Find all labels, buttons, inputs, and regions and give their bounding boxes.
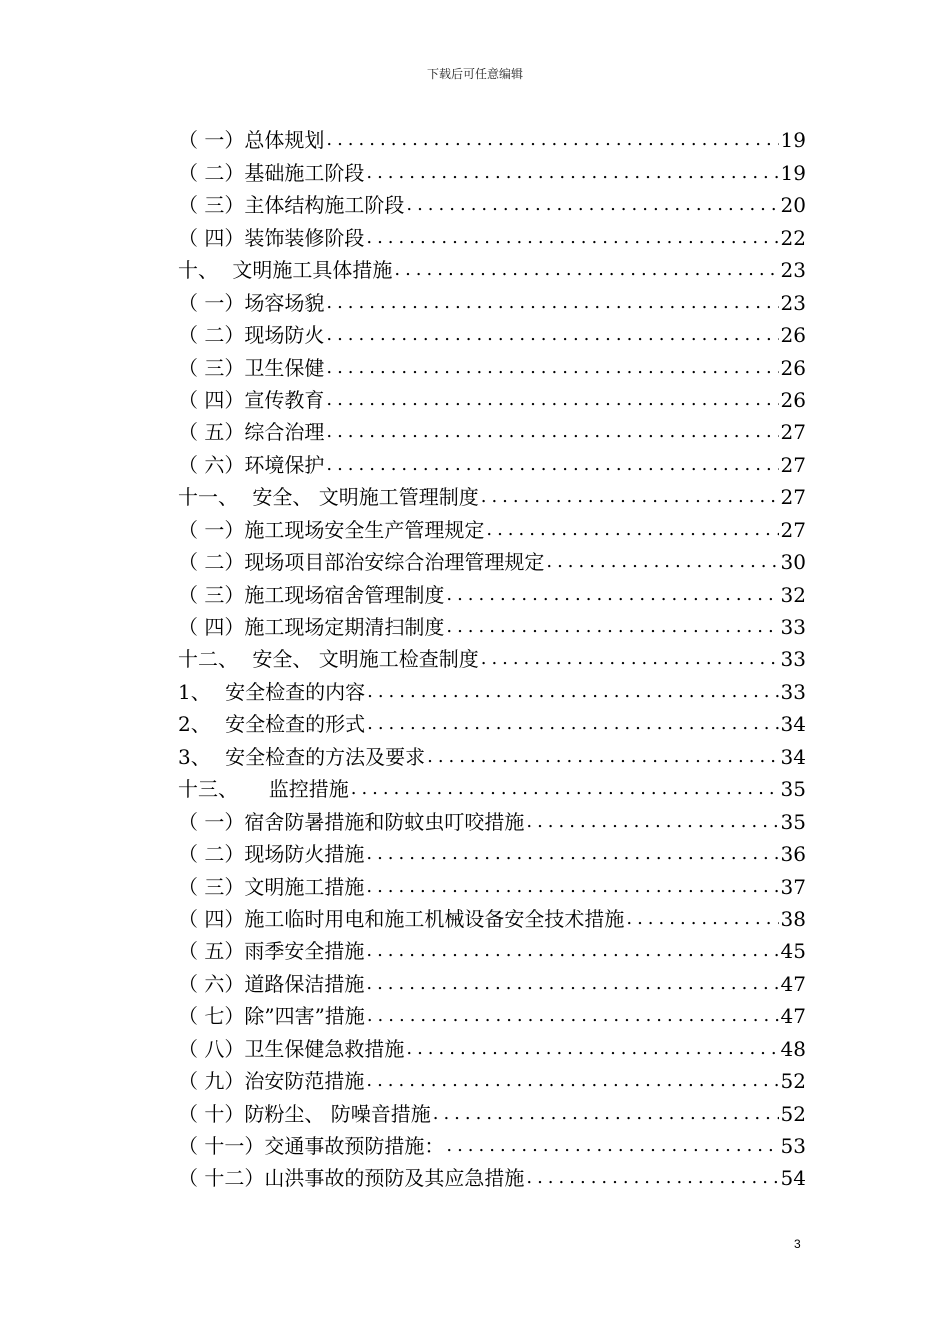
toc-entry-number: （ 一） [178,128,245,153]
toc-entry-title: 除”四害”措施 [244,1004,365,1029]
toc-entry-title: 文明施工措施 [244,874,365,899]
toc-entry-page: 47 [780,1004,806,1029]
toc-entry[interactable] [178,963,806,995]
toc-entry-title: 卫生保健急救措施 [244,1036,405,1061]
toc-entry-title: 安全检查的形式 [225,712,366,737]
toc-entry-page: 45 [780,939,806,964]
toc-entry-page: 47 [780,971,806,996]
toc-dot-leader [626,907,778,931]
toc-entry-page: 19 [780,160,806,185]
toc-entry-page: 19 [780,128,806,153]
toc-entry[interactable] [178,509,806,541]
toc-dot-leader [326,128,778,152]
toc-dot-leader [326,291,778,315]
toc-entry-page: 27 [780,420,806,445]
toc-entry-number: （ 八） [178,1036,245,1061]
toc-entry-page: 36 [780,842,806,867]
table-of-contents [178,120,806,1190]
toc-entry[interactable] [178,671,806,703]
toc-entry-title: 交通事故预防措施： [264,1134,445,1158]
toc-entry[interactable] [178,1028,806,1060]
toc-dot-leader [366,972,778,996]
toc-entry-title: 安全、 文明施工检查制度 [252,647,479,672]
toc-entry-title: 施工现场宿舍管理制度 [244,582,445,607]
toc-entry-page: 34 [780,712,806,737]
toc-entry-page: 33 [780,615,806,639]
toc-entry-page: 32 [780,582,806,607]
toc-entry-number: （ 四） [178,225,245,250]
toc-dot-leader [326,323,778,347]
toc-entry-title: 综合治理 [244,420,325,445]
toc-dot-leader [433,1102,779,1126]
toc-entry-page: 53 [780,1134,806,1158]
toc-entry-number: （ 六） [178,971,245,996]
toc-entry-number: （ 一） [178,809,245,834]
toc-entry[interactable] [178,1126,806,1158]
toc-entry-page: 23 [780,290,806,315]
toc-entry-page: 33 [780,679,806,704]
toc-entry[interactable] [178,931,806,963]
toc-dot-leader [446,1134,778,1158]
toc-entry-number: （ 一） [178,290,245,315]
toc-entry-number: 2、 [178,712,218,737]
toc-dot-leader [546,550,778,574]
toc-entry-page: 26 [780,387,806,412]
toc-dot-leader [366,875,778,899]
toc-entry-number: （ 二） [178,323,245,348]
toc-entry-number: （ 四） [178,615,245,639]
toc-entry-title: 雨季安全措施 [244,939,365,964]
toc-dot-leader [366,1069,778,1093]
toc-entry-title: 文明施工具体措施 [232,258,393,283]
toc-entry-title: 主体结构施工阶段 [244,193,405,218]
toc-entry-title: 施工现场安全生产管理规定 [244,517,485,542]
toc-entry[interactable] [178,866,806,898]
toc-entry-page: 33 [780,647,806,672]
toc-entry-number: （ 一） [178,517,245,542]
toc-entry[interactable] [178,347,806,379]
toc-dot-leader [351,777,779,801]
toc-dot-leader [326,356,778,380]
toc-entry-number: （ 十） [178,1101,245,1126]
toc-entry-page: 52 [780,1069,806,1094]
toc-entry-number: （ 六） [178,452,245,477]
page-number: 3 [794,1237,801,1251]
toc-entry-title: 安全检查的内容 [225,679,366,704]
toc-entry-title: 现场项目部治安综合治理管理规定 [244,550,545,575]
toc-dot-leader [326,388,778,412]
page-header: 下载后可任意编辑 [426,67,523,81]
toc-dot-leader [366,939,778,963]
toc-entry-title: 现场防火 [244,323,325,348]
toc-entry[interactable] [178,444,806,476]
toc-entry-number: （ 二） [178,550,245,575]
toc-entry-page: 27 [780,517,806,542]
toc-entry[interactable] [178,639,806,671]
toc-entry-page: 35 [780,777,806,802]
toc-entry-title: 现场防火措施 [244,842,365,867]
toc-entry-page: 37 [780,874,806,899]
toc-entry[interactable] [178,801,806,833]
toc-entry-title: 施工临时用电和施工机械设备安全技术措施 [244,906,625,931]
toc-dot-leader [406,193,778,217]
toc-entry-number: （ 三） [178,582,245,607]
toc-dot-leader [446,615,778,639]
toc-entry-page: 20 [780,193,806,218]
toc-entry-number: 十三、 [178,777,251,802]
toc-entry-title: 场容场貌 [244,290,325,315]
toc-entry-title: 宣传教育 [244,387,325,412]
toc-entry-number: （ 三） [178,193,245,218]
toc-entry-title: 宿舍防暑措施和防蚊虫叮咬措施 [244,809,525,834]
toc-entry[interactable] [178,185,806,217]
toc-entry-number: （ 二） [178,842,245,867]
toc-entry-number: （ 四） [178,906,245,931]
toc-entry-number: （ 三） [178,355,245,380]
toc-entry[interactable] [178,315,806,347]
toc-dot-leader [526,810,778,834]
toc-entry[interactable] [178,412,806,444]
toc-entry[interactable] [178,380,806,412]
toc-entry-page: 38 [780,906,806,931]
toc-entry-number: 十二、 [178,647,245,672]
toc-dot-leader [366,161,778,185]
toc-dot-leader [526,1166,778,1190]
toc-entry[interactable] [178,736,806,768]
toc-dot-leader [406,1037,778,1061]
toc-entry-number: 十、 [178,258,225,283]
toc-entry-title: 基础施工阶段 [244,160,365,185]
toc-entry-page: 26 [780,355,806,380]
toc-entry-number: （ 七） [178,1004,245,1029]
toc-entry[interactable] [178,704,806,736]
toc-entry-title: 总体规划 [244,128,325,153]
toc-entry-title: 卫生保健 [244,355,325,380]
toc-entry-number: 3、 [178,744,218,769]
toc-entry-page: 48 [780,1036,806,1061]
toc-entry-number: （ 二） [178,160,245,185]
toc-entry-title: 施工现场定期清扫制度 [244,615,445,639]
toc-entry-page: 22 [780,225,806,250]
toc-entry[interactable] [178,282,806,314]
toc-entry-number: （ 三） [178,874,245,899]
toc-entry-title: 道路保洁措施 [244,971,365,996]
toc-dot-leader [481,485,779,509]
toc-entry-page: 27 [780,485,806,510]
toc-entry-page: 27 [780,452,806,477]
toc-entry[interactable] [178,120,806,152]
toc-dot-leader [366,226,778,250]
toc-entry[interactable] [178,152,806,184]
toc-entry-title: 安全、 文明施工管理制度 [252,485,479,510]
toc-entry-title: 环境保护 [244,452,325,477]
toc-dot-leader [326,420,778,444]
toc-entry[interactable] [178,1093,806,1125]
toc-entry-page: 35 [780,809,806,834]
toc-entry-page: 23 [780,258,806,283]
toc-dot-leader [326,453,778,477]
toc-dot-leader [367,680,778,704]
toc-dot-leader [481,647,779,671]
toc-entry-page: 54 [780,1166,806,1191]
toc-entry[interactable] [178,1061,806,1093]
toc-entry-number: （ 十二） [178,1166,265,1191]
toc-entry-title: 安全检查的方法及要求 [225,744,426,769]
toc-entry[interactable] [178,769,806,801]
toc-entry-number: 1、 [178,679,218,704]
toc-dot-leader [446,583,778,607]
toc-entry-number: （ 四） [178,387,245,412]
toc-entry-title: 治安防范措施 [244,1069,365,1094]
toc-entry[interactable] [178,1158,806,1190]
toc-entry-number: （ 五） [178,939,245,964]
toc-entry[interactable] [178,607,806,639]
toc-entry[interactable] [178,996,806,1028]
toc-entry-number: （ 五） [178,420,245,445]
toc-entry-page: 30 [780,550,806,575]
toc-entry[interactable] [178,542,806,574]
toc-entry-page: 52 [780,1101,806,1126]
toc-entry-page: 26 [780,323,806,348]
toc-dot-leader [394,258,778,282]
toc-entry-title: 装饰装修阶段 [244,225,365,250]
toc-dot-leader [366,842,778,866]
toc-entry[interactable] [178,477,806,509]
toc-dot-leader [367,1004,779,1028]
toc-entry-title: 防粉尘、 防噪音措施 [244,1101,431,1126]
toc-entry-number: 十一、 [178,485,245,510]
toc-entry-title: 监控措施 [268,777,349,802]
toc-entry-title: 山洪事故的预防及其应急措施 [264,1166,525,1191]
toc-entry-number: （ 九） [178,1069,245,1094]
toc-dot-leader [486,518,778,542]
toc-entry[interactable] [178,217,806,249]
toc-dot-leader [367,712,778,736]
toc-entry[interactable] [178,834,806,866]
toc-dot-leader [427,745,778,769]
toc-entry[interactable] [178,899,806,931]
toc-entry-page: 34 [780,744,806,769]
toc-entry-number: （ 十一） [178,1134,265,1158]
toc-entry[interactable] [178,250,806,282]
toc-entry[interactable] [178,574,806,606]
